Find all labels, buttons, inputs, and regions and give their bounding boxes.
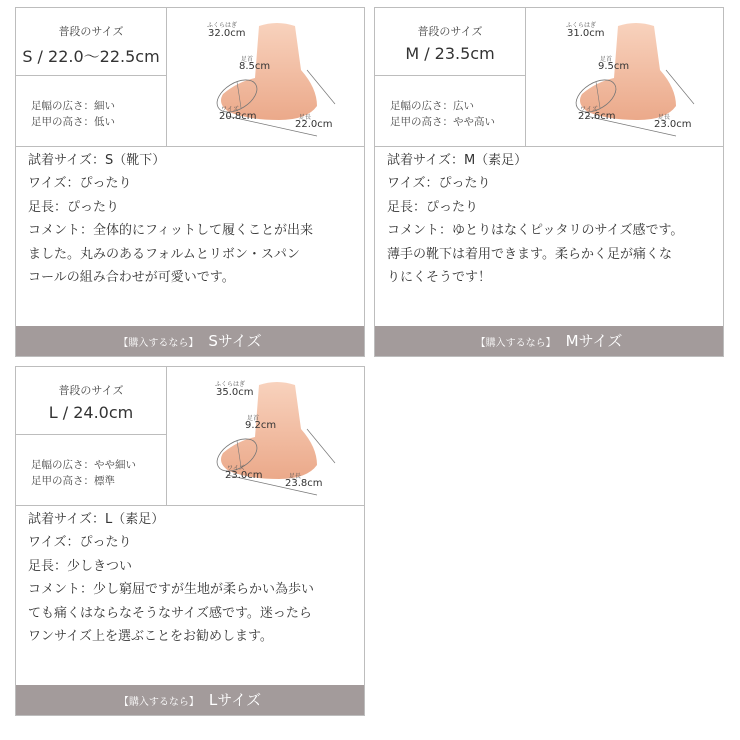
calf-value: 32.0cm [208, 28, 246, 39]
banner-prefix: 【購入するなら】 [118, 338, 199, 349]
wise-value: 23.0cm [225, 470, 263, 481]
calf-label: ふくらはぎ [215, 381, 246, 388]
recommend-size-banner [375, 326, 723, 356]
usual-size-box [375, 8, 526, 76]
ankle-value: 8.5cm [239, 61, 271, 72]
foot-illustration-icon [167, 367, 364, 505]
ankle-label: 足首 [247, 415, 260, 422]
length-value: 23.8cm [285, 478, 323, 489]
comment-line: コメント：少し窮屈ですが生地が柔らかい為歩い [28, 582, 315, 598]
length-label: 足長 [299, 114, 312, 121]
usual-size-box [16, 367, 167, 435]
comment-line: コメント：ゆとりはなくピッタリのサイズ感です。 [387, 223, 684, 239]
comment-line: 足長：ぴったり [387, 199, 479, 215]
usual-size-value: M / 23.5cm [405, 44, 495, 63]
usual-size-value: L / 24.0cm [48, 403, 134, 422]
banner-size: Sサイズ [208, 332, 262, 350]
usual-size-label: 普段のサイズ [58, 384, 124, 397]
comment-line: ました。丸みのあるフォルムとリボン・スパン [28, 246, 300, 262]
usual-size-box [16, 8, 167, 76]
tryon-comments [387, 149, 717, 289]
calf-label: ふくらはぎ [207, 22, 238, 29]
calf-label: ふくらはぎ [566, 22, 597, 29]
length-value: 22.0cm [295, 119, 333, 130]
foot-illustration-icon [526, 8, 723, 146]
size-card-s [15, 7, 365, 357]
tryon-comments [28, 508, 358, 648]
recommend-size-banner [16, 685, 364, 715]
banner-size: Mサイズ [565, 332, 623, 350]
card-header [375, 8, 723, 147]
usual-size-value: S / 22.0〜22.5cm [22, 47, 160, 66]
comment-line: 薄手の靴下は着用できます。柔らかく足が痛くな [387, 246, 672, 262]
length-value: 23.0cm [654, 119, 692, 130]
foot-width-text: 足幅の広さ：細い [31, 100, 115, 112]
comment-line: 足長：ぴったり [28, 199, 120, 215]
foot-measurement-illustration [526, 8, 723, 146]
ankle-label: 足首 [600, 56, 613, 63]
foot-shape-box [16, 76, 167, 146]
size-card-m [374, 7, 724, 357]
wise-label: ワイズ [227, 465, 245, 472]
comment-line: コールの組み合わせが可愛いです。 [28, 270, 235, 286]
wise-label: ワイズ [580, 106, 598, 113]
card-header [16, 367, 364, 506]
instep-height-text: 足甲の高さ：低い [31, 116, 115, 128]
comment-line: ワイズ：ぴったり [28, 176, 132, 192]
wise-value: 22.6cm [578, 111, 616, 122]
length-label: 足長 [289, 473, 302, 480]
comment-line: りにくそうです！ [387, 270, 492, 286]
foot-shape-box [16, 435, 167, 505]
recommend-size-banner [16, 326, 364, 356]
comment-line: 試着サイズ：L（素足） [28, 512, 165, 527]
foot-width-text: 足幅の広さ：やや細い [31, 459, 136, 471]
foot-measurement-illustration [167, 8, 364, 146]
ankle-label: 足首 [241, 56, 254, 63]
foot-illustration-icon [167, 8, 364, 146]
foot-measurement-illustration [167, 367, 364, 505]
comment-line: 試着サイズ：S（靴下） [28, 153, 166, 168]
usual-size-label: 普段のサイズ [417, 25, 483, 38]
wise-value: 20.8cm [219, 111, 257, 122]
instep-height-text: 足甲の高さ：標準 [31, 475, 115, 487]
card-header [16, 8, 364, 147]
wise-label: ワイズ [221, 106, 239, 113]
comment-line: ワイズ：ぴったり [387, 176, 491, 192]
banner-prefix: 【購入するなら】 [118, 697, 199, 708]
calf-value: 31.0cm [567, 28, 605, 39]
foot-shape-box [375, 76, 526, 146]
usual-size-label: 普段のサイズ [58, 25, 124, 38]
comment-line: 試着サイズ：M（素足） [387, 153, 528, 168]
size-card-l [15, 366, 365, 716]
foot-width-text: 足幅の広さ：広い [390, 100, 474, 112]
length-label: 足長 [658, 114, 671, 121]
banner-prefix: 【購入するなら】 [475, 338, 556, 349]
comment-line: ワンサイズ上を選ぶことをお勧めします。 [28, 629, 273, 645]
ankle-value: 9.5cm [598, 61, 630, 72]
instep-height-text: 足甲の高さ：やや高い [390, 116, 495, 128]
comment-line: ワイズ：ぴったり [28, 535, 132, 551]
calf-value: 35.0cm [216, 387, 254, 398]
banner-size: Lサイズ [208, 691, 262, 709]
tryon-comments [28, 149, 358, 289]
ankle-value: 9.2cm [245, 420, 277, 431]
comment-line: コメント：全体的にフィットして履くことが出来 [28, 223, 313, 239]
comment-line: ても痛くはならなそうなサイズ感です。迷ったら [28, 605, 312, 621]
comment-line: 足長：少しきつい [28, 558, 133, 574]
